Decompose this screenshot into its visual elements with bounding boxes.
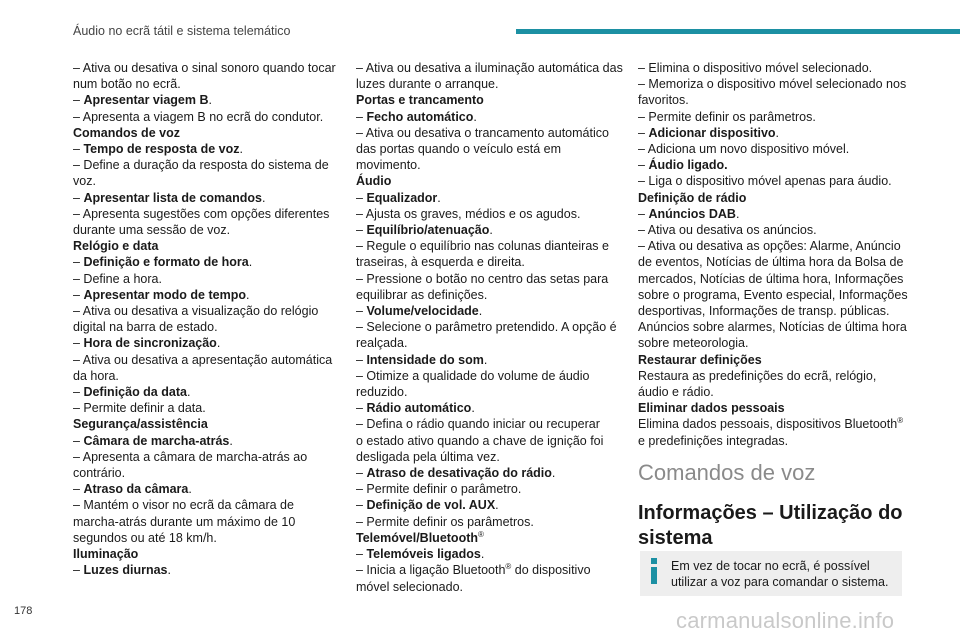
- line-text: traseiras, à esquerda e direita.: [356, 255, 525, 270]
- page-header-title: Áudio no ecrã tátil e sistema telemático: [73, 24, 291, 38]
- text-line: [638, 222, 910, 238]
- line-text: – Mantém o visor no ecrã da câmara de: [73, 498, 294, 513]
- line-text: – Define a duração da resposta do sistema de: [73, 158, 329, 173]
- line-prefix: –: [356, 109, 367, 124]
- text-line: [638, 287, 910, 303]
- text-line: [356, 449, 626, 465]
- line-text: – Permite definir os parâmetros.: [638, 109, 816, 124]
- text-line: [638, 173, 910, 189]
- text-line: [638, 157, 910, 173]
- line-text: Restaura as predefinições do ecrã, relógio,: [638, 368, 877, 383]
- text-line: [73, 303, 343, 319]
- line-bold-term: Atraso de desativação do rádio: [366, 466, 552, 481]
- text-line: [638, 335, 910, 351]
- text-line: [73, 433, 343, 449]
- line-prefix: –: [73, 433, 84, 448]
- line-prefix: –: [638, 158, 649, 173]
- text-line: [73, 190, 343, 206]
- line-tail: do dispositivo: [511, 563, 591, 578]
- line-bold-term: Apresentar lista de comandos: [83, 190, 262, 205]
- line-prefix: –: [356, 498, 367, 513]
- line-bold-term: Fecho automático: [366, 109, 474, 124]
- line-text: – Pressione o botão no centro das setas para: [356, 271, 609, 286]
- text-line: [356, 238, 626, 254]
- text-line: [73, 238, 343, 254]
- line-prefix: –: [356, 401, 367, 416]
- text-line: [73, 141, 343, 157]
- line-text: mercados, Notícias de última hora, Informações: [638, 271, 904, 286]
- line-bold-term: Câmara de marcha-atrás: [83, 433, 230, 448]
- line-suffix: .: [735, 206, 740, 221]
- line-text: – Apresenta a câmara de marcha-atrás ao: [73, 449, 308, 464]
- text-line: [356, 335, 626, 351]
- line-text: voz.: [73, 174, 96, 189]
- line-prefix: –: [73, 190, 84, 205]
- line-text: – Ativa ou desativa os anúncios.: [638, 223, 817, 238]
- text-line: [356, 319, 626, 335]
- text-line: [73, 157, 343, 173]
- line-text: sobre o programa, Evento especial, Informações: [638, 287, 908, 302]
- text-line: [638, 303, 910, 319]
- line-suffix: .: [480, 547, 485, 562]
- text-line: [356, 481, 626, 497]
- text-line: [638, 92, 910, 108]
- line-text: luzes durante o arranque.: [356, 77, 499, 92]
- text-line: [73, 254, 343, 270]
- line-bold-term: Telemóveis ligados: [366, 547, 481, 562]
- text-line: [73, 465, 343, 481]
- line-bold-term: Adicionar dispositivo: [648, 125, 776, 140]
- line-prefix: –: [73, 385, 84, 400]
- text-line: [73, 449, 343, 465]
- text-line: [356, 222, 626, 238]
- text-line: [356, 562, 626, 578]
- line-bold-term: Relógio e data: [73, 239, 159, 254]
- text-line: [638, 125, 910, 141]
- text-line: [356, 384, 626, 400]
- line-text: – Defina o rádio quando iniciar ou recuperar: [356, 417, 600, 432]
- line-text: – Adiciona um novo dispositivo móvel.: [638, 142, 850, 157]
- line-text: marcha-atrás durante um máximo de 10: [73, 514, 296, 529]
- text-line: [356, 546, 626, 562]
- line-text: – Apresenta a viagem B no ecrã do condutor.: [73, 109, 324, 124]
- line-text: desligada pela última vez.: [356, 449, 500, 464]
- line-bold-term: Anúncios DAB: [648, 206, 736, 221]
- line-text: digital na barra de estado.: [73, 320, 218, 335]
- line-suffix: .: [495, 498, 499, 513]
- line-bold-term: Tempo de resposta de voz: [83, 142, 240, 157]
- line-suffix: .: [261, 190, 266, 205]
- line-text: realçada.: [356, 336, 408, 351]
- line-bold-term: Hora de sincronização: [83, 336, 217, 351]
- section-title: Comandos de voz: [638, 460, 816, 485]
- text-line: [356, 433, 626, 449]
- line-text: – Apresenta sugestões com opções diferentes: [73, 206, 330, 221]
- line-text: contrário.: [73, 466, 126, 481]
- text-line: [73, 530, 343, 546]
- line-suffix: .: [437, 190, 441, 205]
- text-line: [638, 190, 910, 206]
- line-prefix: –: [356, 223, 367, 238]
- line-text: das portas quando o veículo está em: [356, 142, 561, 157]
- text-line: [356, 579, 626, 595]
- line-text: – Regule o equilíbrio nas colunas dianteiras e: [356, 239, 609, 254]
- line-bold-term: Volume/velocidade: [366, 304, 479, 319]
- text-line: [356, 141, 626, 157]
- line-bold-term: Iluminação: [73, 547, 139, 562]
- text-line: [356, 173, 626, 189]
- text-line: [73, 514, 343, 530]
- line-text: – Ajusta os graves, médios e os agudos.: [356, 206, 581, 221]
- text-line: [73, 546, 343, 562]
- text-column-3: [638, 60, 910, 449]
- text-line: [73, 384, 343, 400]
- text-line: [638, 109, 910, 125]
- line-prefix: –: [356, 352, 367, 367]
- text-line: [638, 60, 910, 76]
- text-line: [638, 368, 910, 384]
- text-line: [73, 287, 343, 303]
- subsection-title-line: Informações – Utilização do: [638, 502, 903, 524]
- text-line: [73, 335, 343, 351]
- registered-mark: ®: [897, 416, 904, 426]
- line-text: reduzido.: [356, 385, 408, 400]
- line-bold-term: Apresentar viagem B: [83, 93, 209, 108]
- text-line: [73, 222, 343, 238]
- subsection-title-line: sistema: [638, 527, 713, 549]
- text-line: [356, 271, 626, 287]
- line-bold-term: Segurança/assistência: [73, 417, 208, 432]
- text-line: [638, 238, 910, 254]
- text-line: [73, 400, 343, 416]
- text-line: [356, 254, 626, 270]
- text-line: [356, 465, 626, 481]
- line-text: durante uma sessão de voz.: [73, 223, 231, 238]
- line-bold-term: Comandos de voz: [73, 125, 180, 140]
- line-bold-term: Portas e trancamento: [356, 93, 484, 108]
- line-suffix: .: [229, 433, 233, 448]
- text-line: [73, 92, 343, 108]
- line-text: da hora.: [73, 368, 119, 383]
- text-line: [638, 76, 910, 92]
- text-line: [73, 562, 343, 578]
- text-line: [638, 416, 910, 432]
- text-line: [73, 319, 343, 335]
- text-line: [73, 368, 343, 384]
- line-suffix: .: [186, 385, 191, 400]
- text-line: [73, 60, 343, 76]
- line-suffix: .: [478, 304, 483, 319]
- line-bold-term: Luzes diurnas: [83, 563, 168, 578]
- line-text: o estado ativo quando a chave de ignição foi: [356, 433, 604, 448]
- line-text: movimento.: [356, 158, 421, 173]
- text-line: [73, 271, 343, 287]
- line-prefix: –: [638, 206, 649, 221]
- line-text: num botão no ecrã.: [73, 77, 181, 92]
- text-line: [356, 530, 626, 546]
- line-suffix: .: [473, 109, 477, 124]
- text-line: [638, 352, 910, 368]
- line-text: – Selecione o parâmetro pretendido. A opção é: [356, 320, 617, 335]
- text-line: [73, 206, 343, 222]
- line-text: desportivas, Informações de transp. públicas.: [638, 304, 890, 319]
- line-suffix: .: [216, 336, 221, 351]
- line-suffix: .: [188, 482, 192, 497]
- text-line: [638, 271, 910, 287]
- line-text: – Memoriza o dispositivo móvel selecionado nos: [638, 77, 907, 92]
- line-prefix: –: [638, 125, 649, 140]
- text-line: [73, 125, 343, 141]
- subsection-title: [638, 501, 903, 551]
- line-bold-term: Eliminar dados pessoais: [638, 401, 785, 416]
- line-bold-term: Restaurar definições: [638, 352, 762, 367]
- line-bold-term: Telemóvel/Bluetooth: [356, 530, 479, 545]
- line-prefix: –: [356, 304, 367, 319]
- text-line: [73, 352, 343, 368]
- line-text: e predefinições integradas.: [638, 433, 789, 448]
- line-text: Anúncios sobre alarmes, Notícias de última hora: [638, 320, 907, 335]
- text-line: [356, 92, 626, 108]
- line-bold-term: Apresentar modo de tempo: [83, 287, 246, 302]
- info-icon: [650, 558, 658, 584]
- line-text: equilibrar as definições.: [356, 287, 488, 302]
- line-suffix: .: [239, 142, 243, 157]
- text-line: [356, 400, 626, 416]
- line-text: segundos ou até 18 km/h.: [73, 530, 217, 545]
- line-text: – Ativa ou desativa o trancamento automático: [356, 125, 609, 140]
- text-line: [356, 157, 626, 173]
- line-text: – Ativa ou desativa as opções: Alarme, Anúncio: [638, 239, 901, 254]
- text-line: [638, 254, 910, 270]
- line-text: – Otimize a qualidade do volume de áudio: [356, 368, 590, 383]
- line-text: – Ativa ou desativa o sinal sonoro quando tocar: [73, 61, 336, 75]
- text-line: [356, 190, 626, 206]
- text-line: [73, 76, 343, 92]
- line-text: – Permite definir os parâmetros.: [356, 514, 534, 529]
- line-bold-term: Equalizador: [366, 190, 438, 205]
- line-text: favoritos.: [638, 93, 689, 108]
- line-prefix: –: [73, 563, 84, 578]
- text-line: [356, 125, 626, 141]
- line-bold-term: Atraso da câmara: [83, 482, 189, 497]
- line-suffix: .: [471, 401, 475, 416]
- line-text: – Inicia a ligação Bluetooth: [356, 563, 506, 578]
- info-note-line: Em vez de tocar no ecrã, é possível: [671, 559, 870, 573]
- text-line: [73, 497, 343, 513]
- line-suffix: .: [248, 255, 253, 270]
- line-text: áudio e rádio.: [638, 385, 714, 400]
- header-accent-bar: [516, 29, 960, 34]
- line-suffix: .: [208, 93, 212, 108]
- text-column-1: [73, 60, 343, 579]
- line-prefix: –: [73, 287, 84, 302]
- line-bold-term: Áudio ligado.: [648, 158, 728, 173]
- line-suffix: .: [551, 466, 556, 481]
- line-prefix: –: [73, 482, 84, 497]
- text-line: [356, 76, 626, 92]
- line-text: – Ativa ou desativa a iluminação automática das: [356, 61, 623, 75]
- line-text: – Liga o dispositivo móvel apenas para áudio.: [638, 174, 892, 189]
- line-text: móvel selecionado.: [356, 579, 464, 594]
- line-text: – Ativa ou desativa a visualização do relógio: [73, 304, 319, 319]
- text-line: [356, 514, 626, 530]
- line-text: sobre meteorologia.: [638, 336, 749, 351]
- line-text: Elimina dados pessoais, dispositivos Bluetooth: [638, 417, 898, 432]
- line-bold-term: Definição da data: [83, 385, 187, 400]
- text-line: [638, 319, 910, 335]
- info-note-line: utilizar a voz para comandar o sistema.: [671, 575, 889, 589]
- text-line: [356, 60, 626, 76]
- text-line: [356, 416, 626, 432]
- registered-mark: ®: [505, 562, 512, 572]
- line-text: de eventos, Notícias de última hora da Bolsa de: [638, 255, 904, 270]
- text-line: [356, 287, 626, 303]
- line-text: – Elimina o dispositivo móvel selecionado.: [638, 61, 873, 75]
- line-bold-term: Rádio automático: [366, 401, 472, 416]
- text-line: [356, 303, 626, 319]
- line-prefix: –: [73, 93, 84, 108]
- text-line: [638, 206, 910, 222]
- line-suffix: .: [489, 223, 493, 238]
- watermark: carmanualsonline.info: [676, 608, 895, 633]
- page-number: 178: [14, 605, 33, 617]
- text-line: [638, 141, 910, 157]
- text-line: [73, 109, 343, 125]
- text-line: [638, 384, 910, 400]
- text-line: [356, 497, 626, 513]
- line-bold-term: Definição e formato de hora: [83, 255, 249, 270]
- text-line: [356, 206, 626, 222]
- line-prefix: –: [73, 336, 84, 351]
- line-text: – Permite definir o parâmetro.: [356, 482, 522, 497]
- line-prefix: –: [356, 547, 367, 562]
- line-bold-term: Áudio: [356, 174, 392, 189]
- line-prefix: –: [73, 255, 84, 270]
- text-line: [356, 352, 626, 368]
- text-line: [73, 481, 343, 497]
- line-text: – Ativa ou desativa a apresentação automática: [73, 352, 333, 367]
- info-note-text: [671, 558, 896, 590]
- text-line: [73, 173, 343, 189]
- text-line: [73, 416, 343, 432]
- line-suffix: .: [167, 563, 171, 578]
- text-column-2: [356, 60, 626, 595]
- line-prefix: –: [73, 142, 84, 157]
- registered-mark: ®: [478, 529, 484, 539]
- line-suffix: .: [483, 352, 488, 367]
- text-line: [356, 368, 626, 384]
- line-bold-term: Equilíbrio/atenuação: [366, 223, 490, 238]
- line-suffix: .: [775, 125, 780, 140]
- line-prefix: –: [356, 466, 367, 481]
- text-line: [638, 433, 910, 449]
- line-bold-term: Intensidade do som: [366, 352, 484, 367]
- line-bold-term: Definição de vol. AUX: [366, 498, 496, 513]
- text-line: [638, 400, 910, 416]
- line-bold-term: Definição de rádio: [638, 190, 747, 205]
- text-line: [356, 109, 626, 125]
- line-text: – Define a hora.: [73, 271, 162, 286]
- line-prefix: –: [356, 190, 367, 205]
- line-text: – Permite definir a data.: [73, 401, 206, 416]
- line-suffix: .: [245, 287, 250, 302]
